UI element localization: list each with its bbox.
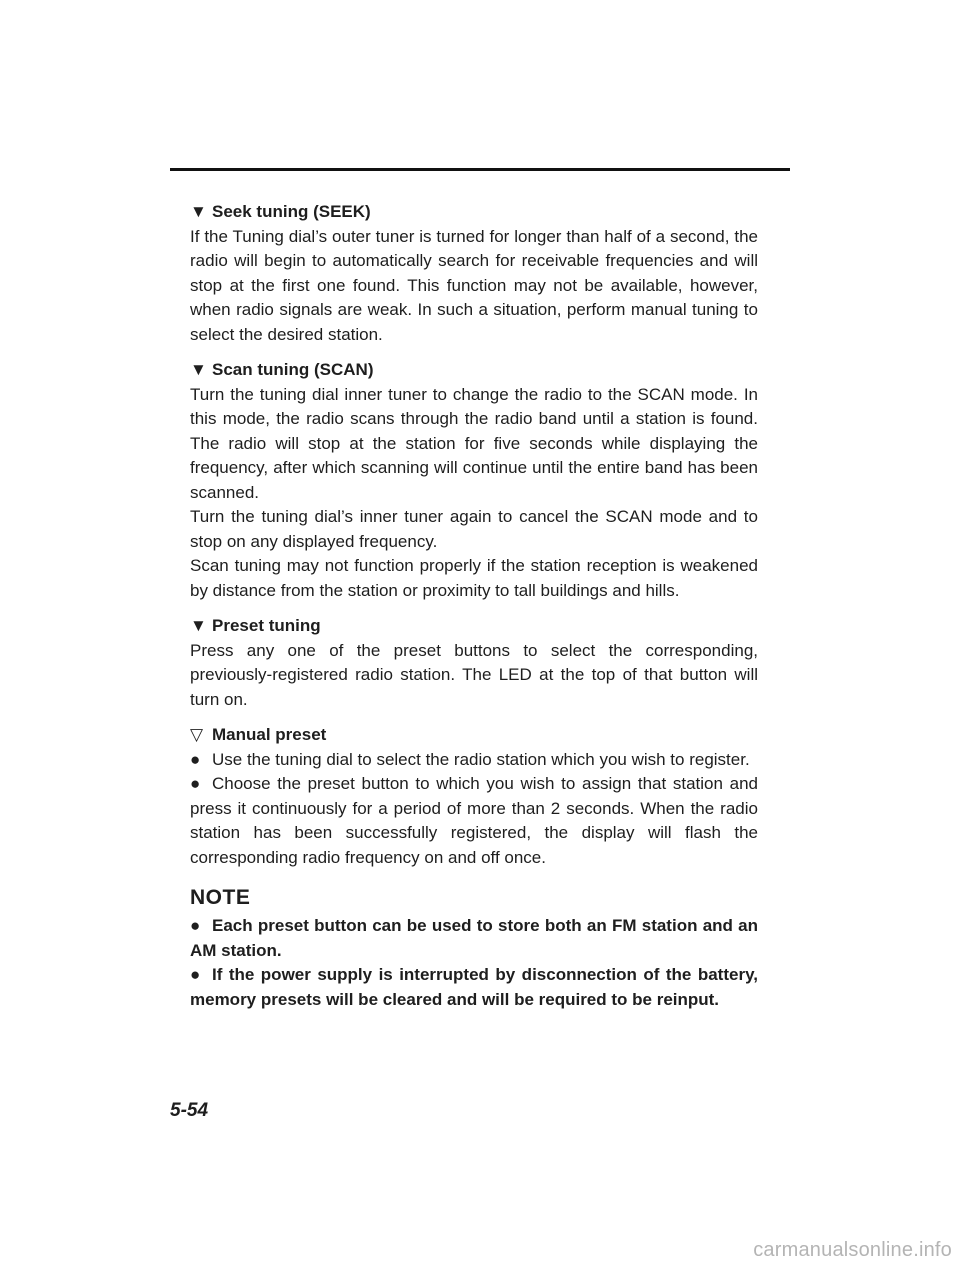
triangle-outline-down-icon: ▽ — [190, 725, 204, 744]
list-item — [190, 772, 758, 870]
bullet-icon: ● — [190, 774, 201, 793]
note-item-text: Each preset button can be used to store both an FM station and an AM station. — [190, 916, 758, 960]
list-item-text: Choose the preset button to which you wish to assign that station and press it continuously for a period of more than 2 seconds. When the radio station has been successfully registered, the display will flash the corresponding radio frequency on and off once. — [190, 774, 758, 867]
section-preset-tuning — [190, 614, 758, 712]
heading-seek-tuning-text: Seek tuning (SEEK) — [212, 202, 371, 221]
note-item — [190, 914, 758, 963]
bullet-icon: ● — [190, 749, 201, 769]
heading-manual-preset — [190, 723, 758, 748]
heading-scan-tuning — [190, 358, 758, 383]
section-scan-tuning — [190, 358, 758, 603]
bullet-icon: ● — [190, 916, 201, 935]
section-manual-preset — [190, 723, 758, 870]
watermark: carmanualsonline.info — [753, 1239, 952, 1261]
note-item-text: If the power supply is interrupted by disconnection of the battery, memory presets will be cleared and will be required to be reinput. — [190, 965, 758, 1009]
top-rule — [170, 168, 790, 171]
scan-tuning-body-1: Turn the tuning dial inner tuner to change the radio to the SCAN mode. In this mode, the radio scans through the radio band until a station is found. The radio will stop at the station for five seconds while displaying the frequency, after which scanning will continue until the entire band has been scanned. — [190, 384, 758, 502]
page-number: 5-54 — [170, 1100, 209, 1121]
scan-tuning-body-3: Scan tuning may not function properly if the station reception is weakened by distance from the station or proximity to tall buildings and hills. — [190, 556, 758, 600]
note-item — [190, 963, 758, 1012]
triangle-down-icon: ▼ — [190, 616, 207, 635]
heading-seek-tuning — [190, 200, 758, 225]
seek-tuning-body: If the Tuning dial’s outer tuner is turned for longer than half of a second, the radio will begin to automatically search for receivable frequencies and will stop at the first one found. This function may not be available, however, when radio signals are weak. In such a situation, perform manual tuning to select the desired station. — [190, 226, 758, 344]
bullet-icon: ● — [190, 965, 201, 984]
preset-tuning-body: Press any one of the preset buttons to select the corresponding, previously-registered radio station. The LED at the top of that button will turn on. — [190, 640, 758, 709]
scan-tuning-body-2: Turn the tuning dial’s inner tuner again to cancel the SCAN mode and to stop on any displayed frequency. — [190, 507, 758, 551]
note-box — [190, 884, 758, 1012]
section-seek-tuning — [190, 200, 758, 347]
list-item — [190, 748, 758, 773]
heading-preset-tuning-text: Preset tuning — [212, 616, 321, 635]
list-item-text: Use the tuning dial to select the radio station which you wish to register. — [212, 749, 750, 769]
heading-manual-preset-text: Manual preset — [212, 725, 327, 744]
note-title: NOTE — [190, 886, 251, 909]
heading-scan-tuning-text: Scan tuning (SCAN) — [212, 360, 374, 379]
triangle-down-icon: ▼ — [190, 360, 207, 379]
heading-preset-tuning — [190, 614, 758, 639]
page-content — [190, 200, 758, 1012]
triangle-down-icon: ▼ — [190, 202, 207, 221]
